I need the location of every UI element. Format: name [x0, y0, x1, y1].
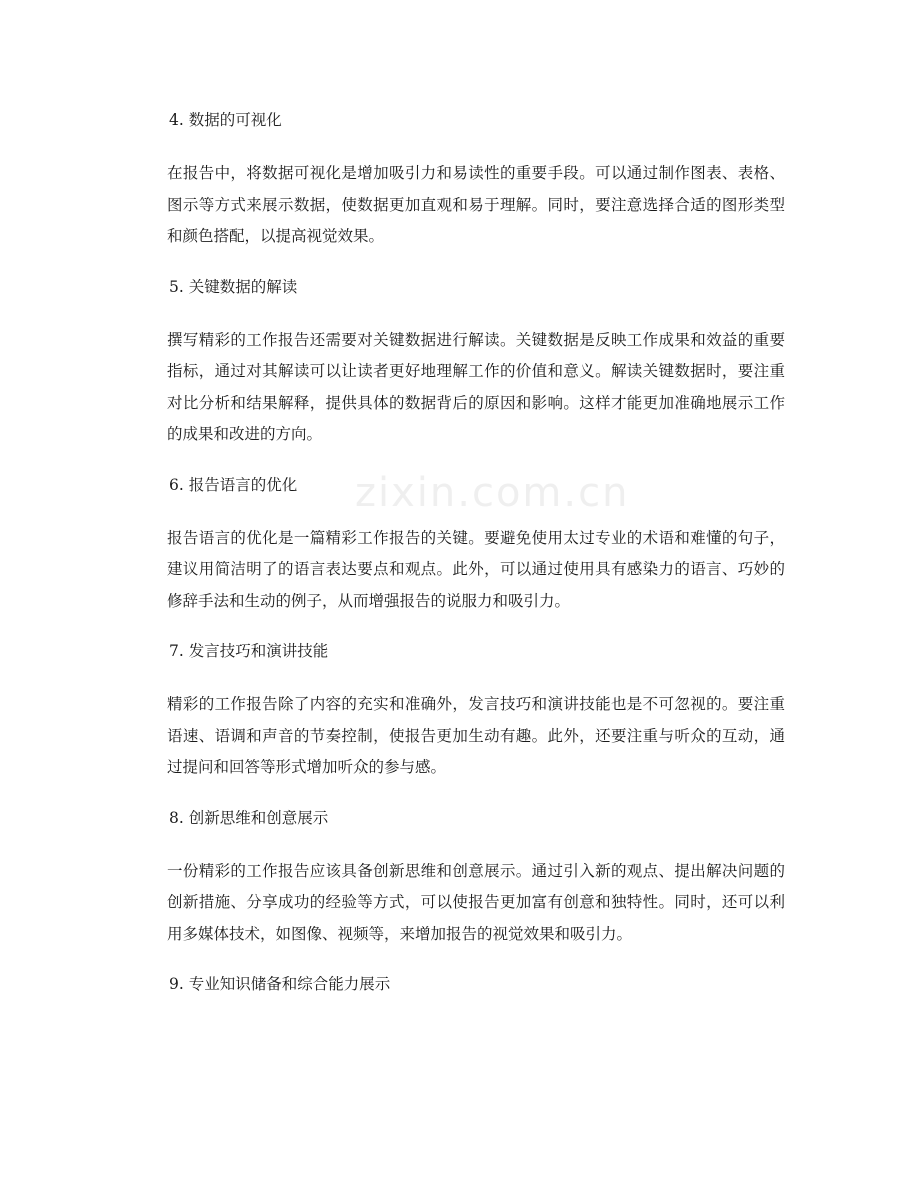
section-heading: 9. 专业知识储备和综合能力展示 — [169, 975, 391, 993]
section-paragraph: 一份精彩的工作报告应该具备创新思维和创意展示。通过引入新的观点、提出解决问题的创新措施、分享成功的经验等方式，可以使报告更加富有创意和独特性。同时，还可以利用多媒体技术，如图像、视频等，来增加报告的视觉效果和吸引力。 — [167, 861, 785, 943]
section-heading: 5. 关键数据的解读 — [169, 277, 298, 296]
section-9 — [167, 968, 785, 1000]
section-paragraph: 在报告中，将数据可视化是增加吸引力和易读性的重要手段。可以通过制作图表、表格、图示等方式来展示数据，使数据更加直观和易于理解。同时，要注意选择合适的图形类型和颜色搭配，以提高视觉效果。 — [167, 164, 785, 245]
section-5 — [167, 271, 785, 451]
watermark: zixin.com.cn — [355, 470, 630, 516]
section-6 — [167, 469, 785, 618]
document-body — [167, 104, 785, 1000]
section-paragraph: 精彩的工作报告除了内容的充实和准确外，发言技巧和演讲技能也是不可忽视的。要注重语速、语调和声音的节奏控制，使报告更加生动有趣。此外，还要注重与听众的互动，通过提问和回答等形式增加听众的参与感。 — [167, 695, 785, 776]
section-paragraph: 报告语言的优化是一篇精彩工作报告的关键。要避免使用太过专业的术语和难懂的句子，建议用简洁明了的语言表达要点和观点。此外，可以通过使用具有感染力的语言、巧妙的修辞手法和生动的例子，从而增强报告的说服力和吸引力。 — [167, 528, 785, 610]
section-heading: 4. 数据的可视化 — [169, 111, 282, 129]
section-4 — [167, 104, 785, 253]
section-paragraph: 撰写精彩的工作报告还需要对关键数据进行解读。关键数据是反映工作成果和效益的重要指标，通过对其解读可以让读者更好地理解工作的价值和意义。解读关键数据时，要注重对比分析和结果解释，提供具体的数据背后的原因和影响。这样才能更加准确地展示工作的成果和改进的方向。 — [167, 330, 785, 443]
section-heading: 6. 报告语言的优化 — [169, 475, 298, 494]
section-heading: 8. 创新思维和创意展示 — [169, 808, 329, 827]
section-heading: 7. 发言技巧和演讲技能 — [169, 642, 329, 660]
section-8 — [167, 802, 785, 951]
section-7 — [167, 635, 785, 784]
